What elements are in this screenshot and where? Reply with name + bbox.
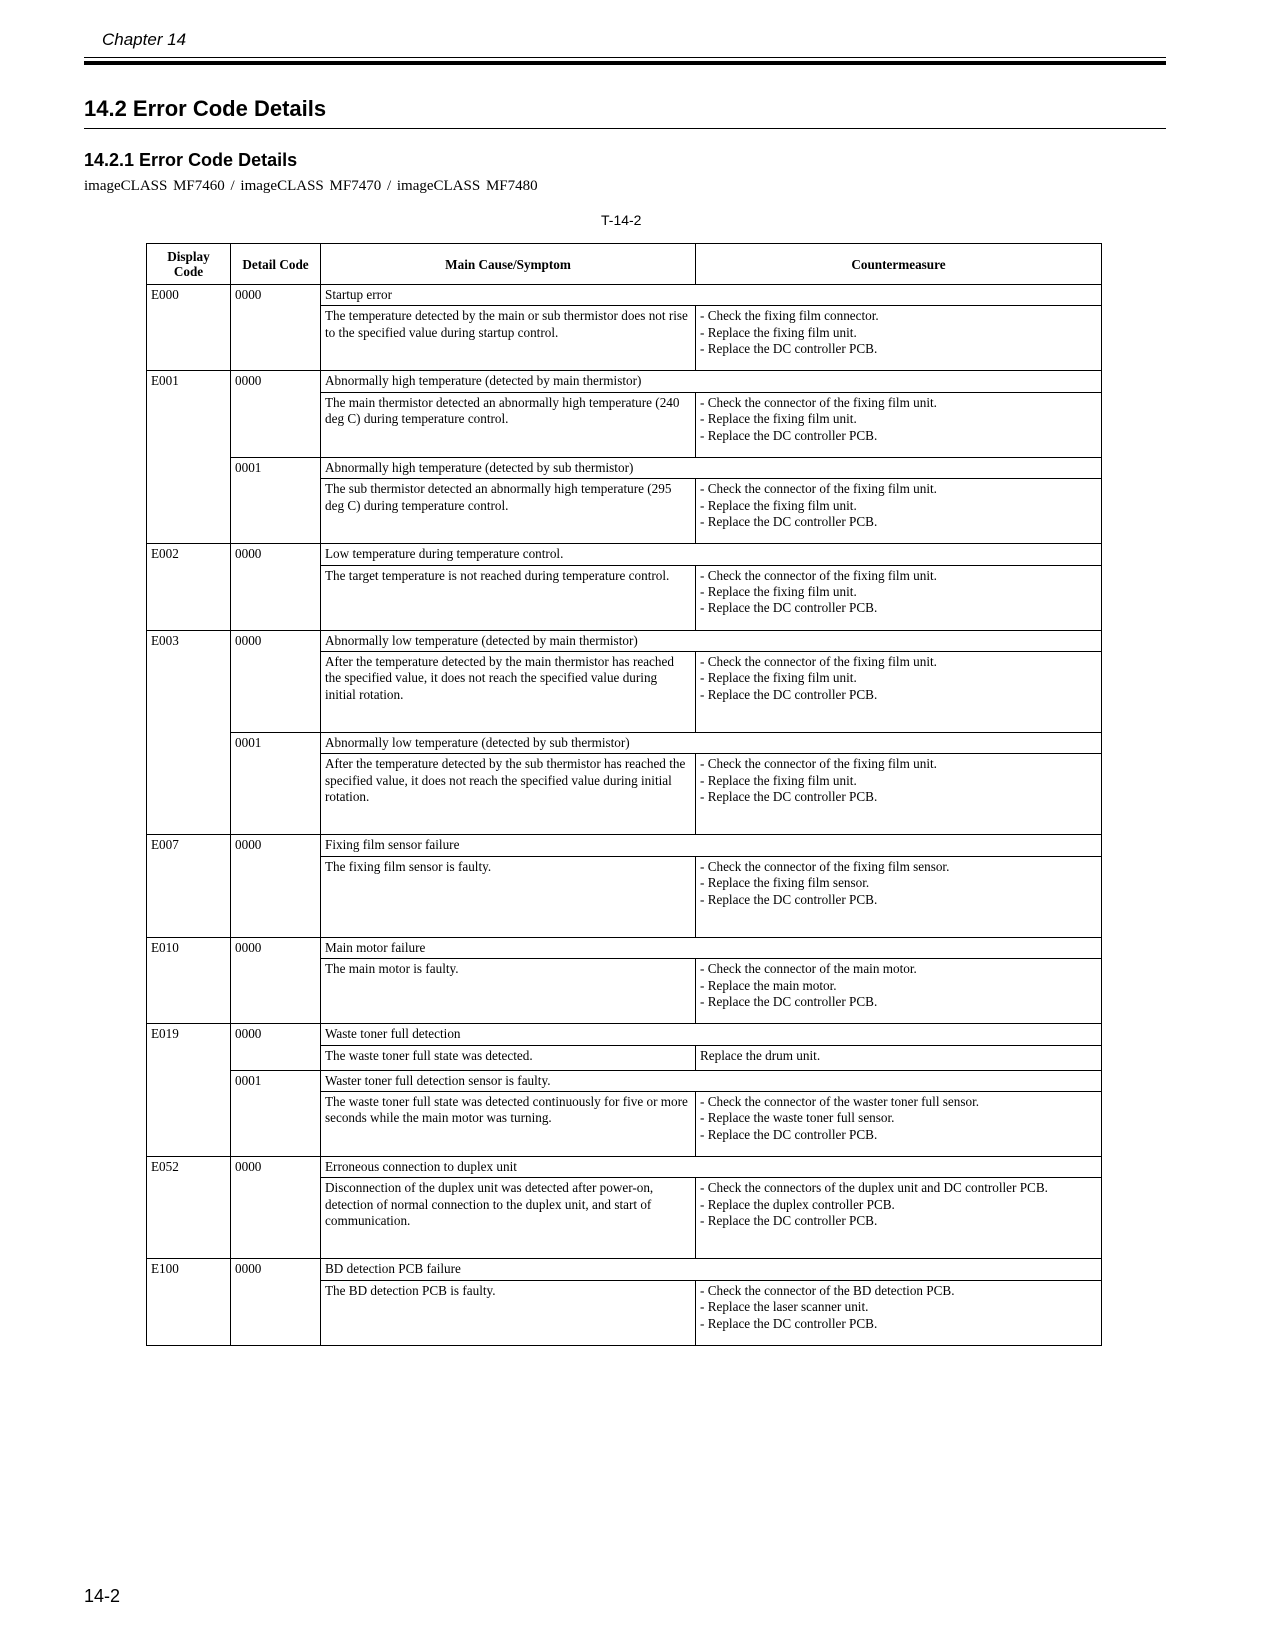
- error-title-cell: Abnormally low temperature (detected by sub thermistor): [321, 733, 1102, 754]
- symptom-cell: The temperature detected by the main or sub thermistor does not rise to the specified value during startup control.: [321, 306, 696, 371]
- countermeasure-line: - Check the connector of the fixing film unit.: [700, 394, 937, 410]
- table-row: [147, 1070, 1102, 1091]
- display-code-cell: E019: [147, 1024, 231, 1157]
- chapter-header: Chapter 14: [102, 30, 187, 49]
- countermeasure-line: - Replace the DC controller PCB.: [700, 427, 878, 443]
- display-code-cell: E000: [147, 285, 231, 371]
- countermeasure-line: - Replace the fixing film unit.: [700, 324, 857, 340]
- header-main-cause: Main Cause/Symptom: [321, 244, 696, 285]
- detail-code-cell: 0001: [231, 457, 321, 543]
- header-countermeasure: Countermeasure: [696, 244, 1102, 285]
- table-row: [147, 1157, 1102, 1178]
- symptom-cell: The waste toner full state was detected continuously for five or more seconds while the main motor was turning.: [321, 1092, 696, 1157]
- countermeasure-line: - Replace the waste toner full sensor.: [700, 1110, 895, 1126]
- table-row: [147, 1024, 1102, 1045]
- countermeasure-cell: [696, 565, 1102, 630]
- countermeasure-cell: [696, 306, 1102, 371]
- detail-code-cell: 0000: [231, 835, 321, 937]
- table-row: [147, 544, 1102, 565]
- display-code-cell: E001: [147, 371, 231, 544]
- error-title-cell: Abnormally low temperature (detected by main thermistor): [321, 630, 1102, 651]
- countermeasure-line: - Replace the DC controller PCB.: [700, 341, 878, 357]
- detail-code-cell: 0000: [231, 1259, 321, 1345]
- table-header-row: [147, 244, 1102, 285]
- error-title-cell: Abnormally high temperature (detected by main thermistor): [321, 371, 1102, 392]
- display-code-cell: E002: [147, 544, 231, 630]
- detail-code-cell: 0000: [231, 1157, 321, 1259]
- detail-code-cell: 0000: [231, 285, 321, 371]
- error-title-cell: Erroneous connection to duplex unit: [321, 1157, 1102, 1178]
- error-title-cell: Fixing film sensor failure: [321, 835, 1102, 856]
- section-title: 14.2 Error Code Details: [84, 96, 327, 121]
- countermeasure-line: - Replace the DC controller PCB.: [700, 1213, 878, 1229]
- detail-code-cell: 0000: [231, 1024, 321, 1070]
- detail-code-cell: 0000: [231, 371, 321, 457]
- countermeasure-cell: [696, 959, 1102, 1024]
- countermeasure-line: - Replace the laser scanner unit.: [700, 1299, 869, 1315]
- error-title-cell: BD detection PCB failure: [321, 1259, 1102, 1280]
- countermeasure-line: - Check the connector of the fixing film sensor.: [700, 858, 950, 874]
- countermeasure-cell: [696, 392, 1102, 457]
- countermeasure-cell: [696, 652, 1102, 733]
- countermeasure-line: - Replace the fixing film unit.: [700, 772, 857, 788]
- display-code-cell: E007: [147, 835, 231, 937]
- table-row: [147, 285, 1102, 306]
- detail-code-cell: 0000: [231, 544, 321, 630]
- error-title-cell: Waste toner full detection: [321, 1024, 1102, 1045]
- header-display-code: Display Code: [147, 244, 231, 285]
- symptom-cell: The target temperature is not reached during temperature control.: [321, 565, 696, 630]
- display-code-cell: E010: [147, 937, 231, 1023]
- error-title-cell: Main motor failure: [321, 937, 1102, 958]
- symptom-cell: The main thermistor detected an abnormally high temperature (240 deg C) during temperature control.: [321, 392, 696, 457]
- countermeasure-cell: [696, 1280, 1102, 1345]
- symptom-cell: The BD detection PCB is faulty.: [321, 1280, 696, 1345]
- countermeasure-line: - Check the connector of the fixing film unit.: [700, 567, 937, 583]
- countermeasure-cell: [696, 479, 1102, 544]
- display-code-cell: E052: [147, 1157, 231, 1259]
- countermeasure-line: - Check the connector of the main motor.: [700, 961, 917, 977]
- countermeasure-line: - Replace the DC controller PCB.: [700, 1315, 878, 1331]
- countermeasure-line: - Replace the fixing film unit.: [700, 497, 857, 513]
- countermeasure-cell: [696, 754, 1102, 835]
- table-row: [147, 937, 1102, 958]
- table-caption: T-14-2: [601, 212, 642, 228]
- symptom-cell: The main motor is faulty.: [321, 959, 696, 1024]
- table-body: [147, 285, 1102, 1346]
- countermeasure-line: - Check the connector of the BD detection PCB.: [700, 1282, 955, 1298]
- countermeasure-line: - Replace the main motor.: [700, 977, 837, 993]
- subsection-title: 14.2.1 Error Code Details: [84, 150, 298, 170]
- error-code-table: [146, 243, 1102, 1346]
- countermeasure-line: - Replace the DC controller PCB.: [700, 686, 878, 702]
- header-detail-code: Detail Code: [231, 244, 321, 285]
- countermeasure-line: - Check the connector of the fixing film unit.: [700, 756, 937, 772]
- detail-code-cell: 0001: [231, 733, 321, 835]
- table-row: [147, 733, 1102, 754]
- countermeasure-line: - Check the connectors of the duplex unit and DC controller PCB.: [700, 1180, 1048, 1196]
- error-title-cell: Waster toner full detection sensor is faulty.: [321, 1070, 1102, 1091]
- countermeasure-cell: [696, 1045, 1102, 1070]
- countermeasure-cell: [696, 1092, 1102, 1157]
- countermeasure-line: - Replace the DC controller PCB.: [700, 994, 878, 1010]
- section-rule: [84, 128, 1166, 129]
- symptom-cell: After the temperature detected by the sub thermistor has reached the specified value, it does not reach the specified value during initial rotation.: [321, 754, 696, 835]
- symptom-cell: The sub thermistor detected an abnormally high temperature (295 deg C) during temperature control.: [321, 479, 696, 544]
- countermeasure-line: - Replace the DC controller PCB.: [700, 514, 878, 530]
- countermeasure-line: - Replace the DC controller PCB.: [700, 600, 878, 616]
- countermeasure-line: - Check the connector of the fixing film unit.: [700, 481, 937, 497]
- countermeasure-line: - Replace the fixing film unit.: [700, 411, 857, 427]
- countermeasure-line: - Replace the fixing film unit.: [700, 584, 857, 600]
- countermeasure-cell: [696, 1178, 1102, 1259]
- symptom-cell: The fixing film sensor is faulty.: [321, 856, 696, 937]
- table-row: [147, 457, 1102, 478]
- table-row: [147, 1259, 1102, 1280]
- table-row: [147, 371, 1102, 392]
- countermeasure-line: Replace the drum unit.: [700, 1047, 821, 1063]
- detail-code-cell: 0000: [231, 937, 321, 1023]
- countermeasure-line: - Check the connector of the waster toner full sensor.: [700, 1094, 980, 1110]
- page-number: 14-2: [84, 1586, 121, 1606]
- symptom-cell: Disconnection of the duplex unit was detected after power-on, detection of normal connection to the duplex unit, and start of communication.: [321, 1178, 696, 1259]
- countermeasure-line: - Replace the fixing film sensor.: [700, 875, 870, 891]
- display-code-cell: E003: [147, 630, 231, 835]
- countermeasure-cell: [696, 856, 1102, 937]
- error-title-cell: Abnormally high temperature (detected by sub thermistor): [321, 457, 1102, 478]
- countermeasure-line: - Replace the fixing film unit.: [700, 670, 857, 686]
- detail-code-cell: 0001: [231, 1070, 321, 1156]
- symptom-cell: The waste toner full state was detected.: [321, 1045, 696, 1070]
- display-code-cell: E100: [147, 1259, 231, 1345]
- countermeasure-line: - Replace the duplex controller PCB.: [700, 1196, 895, 1212]
- header-rule-thick: [84, 61, 1166, 65]
- table-row: [147, 835, 1102, 856]
- detail-code-cell: 0000: [231, 630, 321, 732]
- model-list: imageCLASS MF7460 / imageCLASS MF7470 / imageCLASS MF7480: [84, 178, 538, 194]
- countermeasure-line: - Check the fixing film connector.: [700, 308, 879, 324]
- countermeasure-line: - Replace the DC controller PCB.: [700, 1126, 878, 1142]
- countermeasure-line: - Check the connector of the fixing film unit.: [700, 654, 937, 670]
- countermeasure-line: - Replace the DC controller PCB.: [700, 789, 878, 805]
- symptom-cell: After the temperature detected by the main thermistor has reached the specified value, it does not reach the specified value during initial rotation.: [321, 652, 696, 733]
- table-row: [147, 630, 1102, 651]
- header-rule-thin: [84, 57, 1166, 58]
- countermeasure-line: - Replace the DC controller PCB.: [700, 891, 878, 907]
- error-title-cell: Startup error: [321, 285, 1102, 306]
- error-title-cell: Low temperature during temperature control.: [321, 544, 1102, 565]
